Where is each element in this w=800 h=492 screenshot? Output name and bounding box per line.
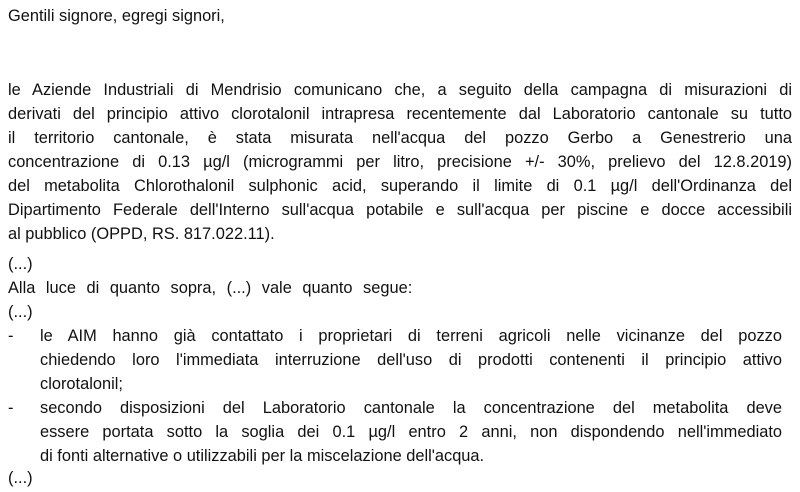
ellipsis-marker: (...) (8, 255, 33, 273)
list-item-line: di fonti alternative o utilizzabili per la miscelazione dell'acqua. (40, 447, 485, 465)
list-item-line: chiedendo loro l'immediata interruzione dell'uso di prodotti contenenti il principio attivo (40, 351, 782, 369)
ellipsis-marker: (...) (8, 303, 33, 321)
ellipsis-marker: (...) (8, 469, 33, 487)
list-item-line: essere portata sotto la soglia dei 0.1 µg/l entro 2 anni, non dispondendo nell'immediato (40, 423, 782, 441)
list-item-line: clorotalonil; (40, 375, 123, 393)
paragraph-line: concentrazione di 0.13 µg/l (microgrammi per litro, precisione +/- 30%, prelievo del 12.8.2019) (8, 153, 792, 171)
paragraph-line: Dipartimento Federale dell'Interno sull'acqua potabile e sull'acqua per piscine e docce accessibili (8, 201, 792, 219)
dash-bullet: - (8, 327, 14, 345)
paragraph-line: del metabolita Chlorothalonil sulphonic acid, superando il limite di 0.1 µg/l dell'Ordinanza del (8, 177, 792, 195)
greeting: Gentili signore, egregi signori, (8, 7, 225, 25)
paragraph-line: le Aziende Industriali di Mendrisio comunicano che, a seguito della campagna di misurazioni di (8, 81, 792, 99)
list-item-line: le AIM hanno già contattato i proprietari di terreni agricoli nelle vicinanze del pozzo (40, 327, 782, 345)
list-item-line: secondo disposizioni del Laboratorio cantonale la concentrazione del metabolita deve (40, 399, 782, 417)
paragraph-line: il territorio cantonale, è stata misurata nell'acqua del pozzo Gerbo a Genestrerio una (8, 129, 792, 147)
dash-bullet: - (8, 399, 14, 417)
paragraph-line: al pubblico (OPPD, RS. 817.022.11). (8, 225, 275, 243)
conclusion-line: Alla luce di quanto sopra, (...) vale quanto segue: (8, 279, 413, 297)
paragraph-line: derivati del principio attivo clorotalonil intrapresa recentemente dal Laboratorio cantonale su tutto (8, 105, 792, 123)
